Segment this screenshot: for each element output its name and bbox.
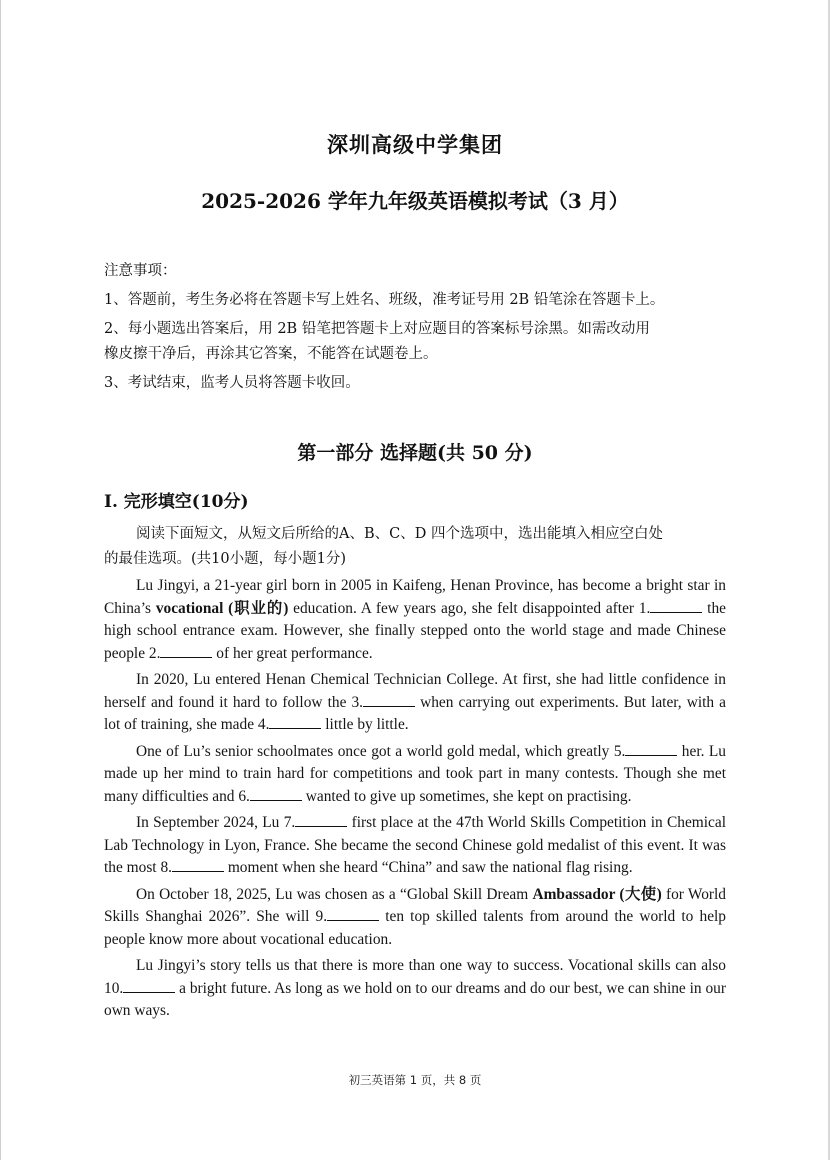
blank-5 xyxy=(625,741,677,756)
blank-number-10: 10. xyxy=(104,979,124,997)
bold-term-ambassador: Ambassador (大使) xyxy=(532,885,662,903)
text: ten top skilled talents from around the world to help people know more about vocational education. xyxy=(104,908,726,948)
blank-10 xyxy=(123,978,175,993)
note-item-3: 3、考试结束，监考人员将答题卡收回。 xyxy=(104,375,360,391)
section-instruction-line1: 阅读下面短文，从短文后所给的A、B、C、D 四个选项中，选出能填入相应空白处 xyxy=(136,526,663,542)
text: her. Lu made up her mind to train hard for competitions and took part in many contests. Though she met many difficulties and xyxy=(104,742,726,805)
cloze-passage xyxy=(104,575,726,1027)
paragraph-4 xyxy=(104,812,726,880)
text: education. A few years ago, she felt disappointed after xyxy=(288,599,639,617)
text: moment when she heard “China” and saw the national flag rising. xyxy=(223,859,633,876)
blank-number-4: 4. xyxy=(257,716,270,733)
text: On October 18, 2025, Lu was chosen as a “Global Skill Dream xyxy=(136,885,533,903)
paragraph-5 xyxy=(104,884,726,952)
blank-number-1: 1. xyxy=(638,599,651,617)
section-instruction-line2: 的最佳选项。(共10小题，每小题1分) xyxy=(104,551,346,567)
paragraph-1 xyxy=(104,575,726,665)
page-footer: 初三英语第 1 页，共 8 页 xyxy=(348,1073,482,1087)
blank-number-6: 6. xyxy=(238,787,250,805)
notes-heading: 注意事项： xyxy=(104,263,177,279)
section-title: I. 完形填空(10分) xyxy=(104,492,249,512)
text: In 2020, Lu entered Henan Chemical Technician College. At first, she had little confidence in herself and found it hard to follow the xyxy=(104,671,726,711)
text: Lu Jingyi, a 21-year girl born in 2005 in Kaifeng, Henan Province, has become a bright star in China’s xyxy=(104,577,726,617)
paragraph-6 xyxy=(104,955,726,1023)
text: when carrying out experiments. But later, with a lot of training, she made xyxy=(104,693,726,733)
blank-number-9: 9. xyxy=(315,908,328,925)
text: the high school entrance exam. However, she finally stepped onto the world stage and made Chinese people xyxy=(104,599,726,662)
page-edge-left xyxy=(0,0,1,1160)
blank-9 xyxy=(327,906,379,921)
text: a bright future. As long as we hold on to our dreams and do our best, we can shine in our own ways. xyxy=(104,979,726,1019)
blank-4 xyxy=(269,714,321,729)
blank-number-7: 7. xyxy=(283,814,296,831)
text: wanted to give up sometimes, she kept on practising. xyxy=(301,787,632,805)
text: Lu Jingyi’s story tells us that there is more than one way to success. Vocational skills can also xyxy=(136,957,726,974)
school-title: 深圳高级中学集团 xyxy=(327,132,503,157)
text: of her great performance. xyxy=(212,644,373,662)
blank-2 xyxy=(160,643,212,658)
blank-number-8: 8. xyxy=(160,859,172,876)
blank-8 xyxy=(172,857,224,872)
blank-number-5: 5. xyxy=(613,742,626,760)
exam-title: 2025-2026 学年九年级英语模拟考试（3 月） xyxy=(201,189,629,213)
note-item-1: 1、答题前，考生务必将在答题卡写上姓名、班级，准考证号用 2B 铅笔涂在答题卡上。 xyxy=(104,292,665,308)
text: little by little. xyxy=(321,716,409,733)
blank-1 xyxy=(650,598,702,613)
note-item-2-line2: 橡皮擦干净后，再涂其它答案，不能答在试题卷上。 xyxy=(104,346,438,362)
blank-number-3: 3. xyxy=(351,693,364,711)
blank-7 xyxy=(295,812,347,827)
text: In September 2024, Lu xyxy=(136,814,284,831)
text: first place at the 47th World Skills Competition in Chemical Lab Technology in Lyon, France. She became the second Chinese gold medalist of this event. It was the most xyxy=(104,814,726,876)
note-item-2-line1: 2、每小题选出答案后，用 2B 铅笔把答题卡上对应题目的答案标号涂黑。如需改动用 xyxy=(104,321,650,337)
bold-term-vocational: vocational (职业的) xyxy=(155,599,289,617)
part-title: 第一部分 选择题(共 50 分) xyxy=(297,442,533,464)
blank-6 xyxy=(250,786,302,801)
blank-3 xyxy=(363,692,415,707)
text: for World Skills Shanghai 2026”. She will xyxy=(104,885,726,925)
blank-number-2: 2. xyxy=(148,644,161,662)
paragraph-3 xyxy=(104,741,726,809)
text: One of Lu’s senior schoolmates once got a world gold medal, which greatly xyxy=(136,742,614,760)
paragraph-2 xyxy=(104,669,726,737)
